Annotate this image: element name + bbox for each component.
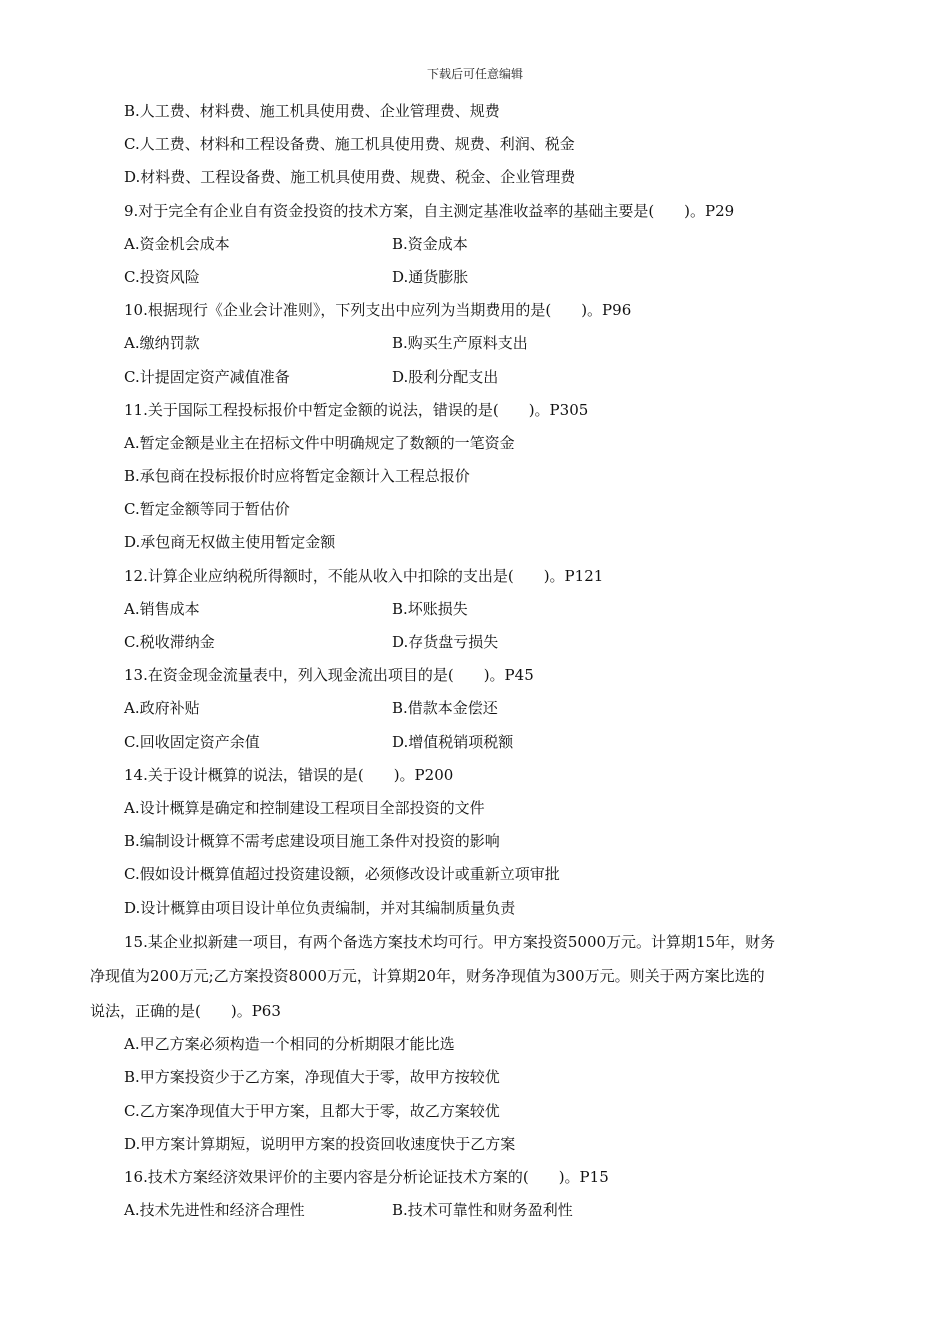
answer-option-line: [0, 95, 950, 128]
answer-option-line: [0, 825, 950, 858]
option-right: B.借款本金偿还: [392, 699, 498, 718]
option-left: C.回收固定资产余值: [124, 732, 260, 751]
question-text: 11.关于国际工程投标报价中暂定金额的说法，错误的是( )。P305: [124, 400, 589, 419]
option-left: A.缴纳罚款: [124, 334, 200, 353]
question-stem: [0, 560, 950, 593]
answer-option-line: [0, 892, 950, 925]
question-stem: [0, 294, 950, 327]
option-right: D.股利分配支出: [392, 367, 499, 386]
question-paragraph-line: [0, 925, 950, 960]
answer-option-line: [0, 128, 950, 161]
option-left: A.销售成本: [124, 599, 200, 618]
option-text: A.暂定金额是业主在招标文件中明确规定了数额的一笔资金: [124, 433, 515, 452]
answer-option-line: [0, 526, 950, 559]
option-text: C.暂定金额等同于暂估价: [124, 500, 290, 519]
answer-option-line: [0, 228, 950, 261]
paragraph-text: 15.某企业拟新建一项目，有两个备选方案技术均可行。甲方案投资5000万元。计算期15年，财务: [124, 932, 776, 951]
option-text: C.假如设计概算值超过投资建设额，必须修改设计或重新立项审批: [124, 865, 560, 884]
option-left: A.资金机会成本: [124, 234, 230, 253]
question-stem: [0, 1161, 950, 1194]
option-left: C.税收滞纳金: [124, 633, 215, 651]
option-text: D.材料费、工程设备费、施工机具使用费、规费、税金、企业管理费: [124, 168, 576, 187]
option-text: B.人工费、材料费、施工机具使用费、企业管理费、规费: [124, 102, 500, 120]
question-text: 12.计算企业应纳税所得额时，不能从收入中扣除的支出是( )。P121: [124, 566, 604, 585]
question-text: 9.对于完全有企业自有资金投资的技术方案，自主测定基准收益率的基础主要是( )。P29: [124, 201, 735, 220]
question-text: 14.关于设计概算的说法，错误的是( )。P200: [124, 765, 454, 784]
option-text: C.乙方案净现值大于甲方案，且都大于零，故乙方案较优: [124, 1101, 500, 1120]
option-text: D.设计概算由项目设计单位负责编制，并对其编制质量负责: [124, 898, 516, 917]
option-right: D.增值税销项税额: [392, 732, 514, 751]
option-text: D.甲方案计算期短，说明甲方案的投资回收速度快于乙方案: [124, 1134, 516, 1153]
option-right: D.通货膨胀: [392, 267, 469, 286]
answer-option-line: [0, 1194, 950, 1227]
answer-option-line: [0, 626, 950, 659]
question-text: 13.在资金现金流量表中，列入现金流出项目的是( )。P45: [124, 666, 534, 685]
question-stem: [0, 759, 950, 792]
answer-option-line: [0, 1028, 950, 1061]
question-paragraph-line: [0, 994, 950, 1029]
answer-option-line: [0, 1128, 950, 1161]
option-left: C.投资风险: [124, 267, 200, 286]
answer-option-line: [0, 493, 950, 526]
answer-option-line: [0, 792, 950, 825]
question-text: 10.根据现行《企业会计准则》，下列支出中应列为当期费用的是( )。P96: [124, 301, 632, 320]
option-text: B.甲方案投资少于乙方案，净现值大于零，故甲方按较优: [124, 1068, 500, 1087]
answer-option-line: [0, 858, 950, 891]
page-header: 下载后可任意编辑: [426, 67, 523, 81]
answer-option-line: [0, 327, 950, 360]
answer-option-line: [0, 692, 950, 725]
answer-option-line: [0, 1061, 950, 1094]
option-right: B.资金成本: [392, 234, 468, 253]
question-text: 16.技术方案经济效果评价的主要内容是分析论证技术方案的( )。P15: [124, 1167, 609, 1186]
answer-option-line: [0, 726, 950, 759]
option-right: B.购买生产原料支出: [392, 334, 528, 353]
question-stem: [0, 659, 950, 692]
paragraph-text: 说法，正确的是( )。P63: [90, 1001, 281, 1020]
answer-option-line: [0, 427, 950, 460]
option-right: D.存货盘亏损失: [392, 633, 499, 651]
option-left: A.政府补贴: [124, 699, 200, 718]
option-text: B.编制设计概算不需考虑建设项目施工条件对投资的影响: [124, 832, 500, 851]
option-text: D.承包商无权做主使用暂定金额: [124, 533, 336, 552]
option-left: A.技术先进性和经济合理性: [124, 1201, 305, 1220]
option-left: C.计提固定资产减值准备: [124, 367, 290, 386]
option-right: B.技术可靠性和财务盈利性: [392, 1201, 573, 1220]
answer-option-line: [0, 161, 950, 194]
document-body: [0, 95, 950, 1227]
option-text: B.承包商在投标报价时应将暂定金额计入工程总报价: [124, 467, 470, 486]
answer-option-line: [0, 261, 950, 294]
question-stem: [0, 394, 950, 427]
question-stem: [0, 195, 950, 228]
answer-option-line: [0, 1095, 950, 1128]
option-text: A.设计概算是确定和控制建设工程项目全部投资的文件: [124, 798, 485, 817]
question-paragraph-line: [0, 959, 950, 994]
option-text: C.人工费、材料和工程设备费、施工机具使用费、规费、利润、税金: [124, 135, 575, 154]
answer-option-line: [0, 361, 950, 394]
paragraph-text: 净现值为200万元;乙方案投资8000万元，计算期20年，财务净现值为300万元。则关于两方案比选的: [90, 967, 765, 986]
answer-option-line: [0, 460, 950, 493]
option-text: A.甲乙方案必须构造一个相同的分析期限才能比选: [124, 1035, 455, 1054]
answer-option-line: [0, 593, 950, 626]
option-right: B.坏账损失: [392, 599, 468, 618]
